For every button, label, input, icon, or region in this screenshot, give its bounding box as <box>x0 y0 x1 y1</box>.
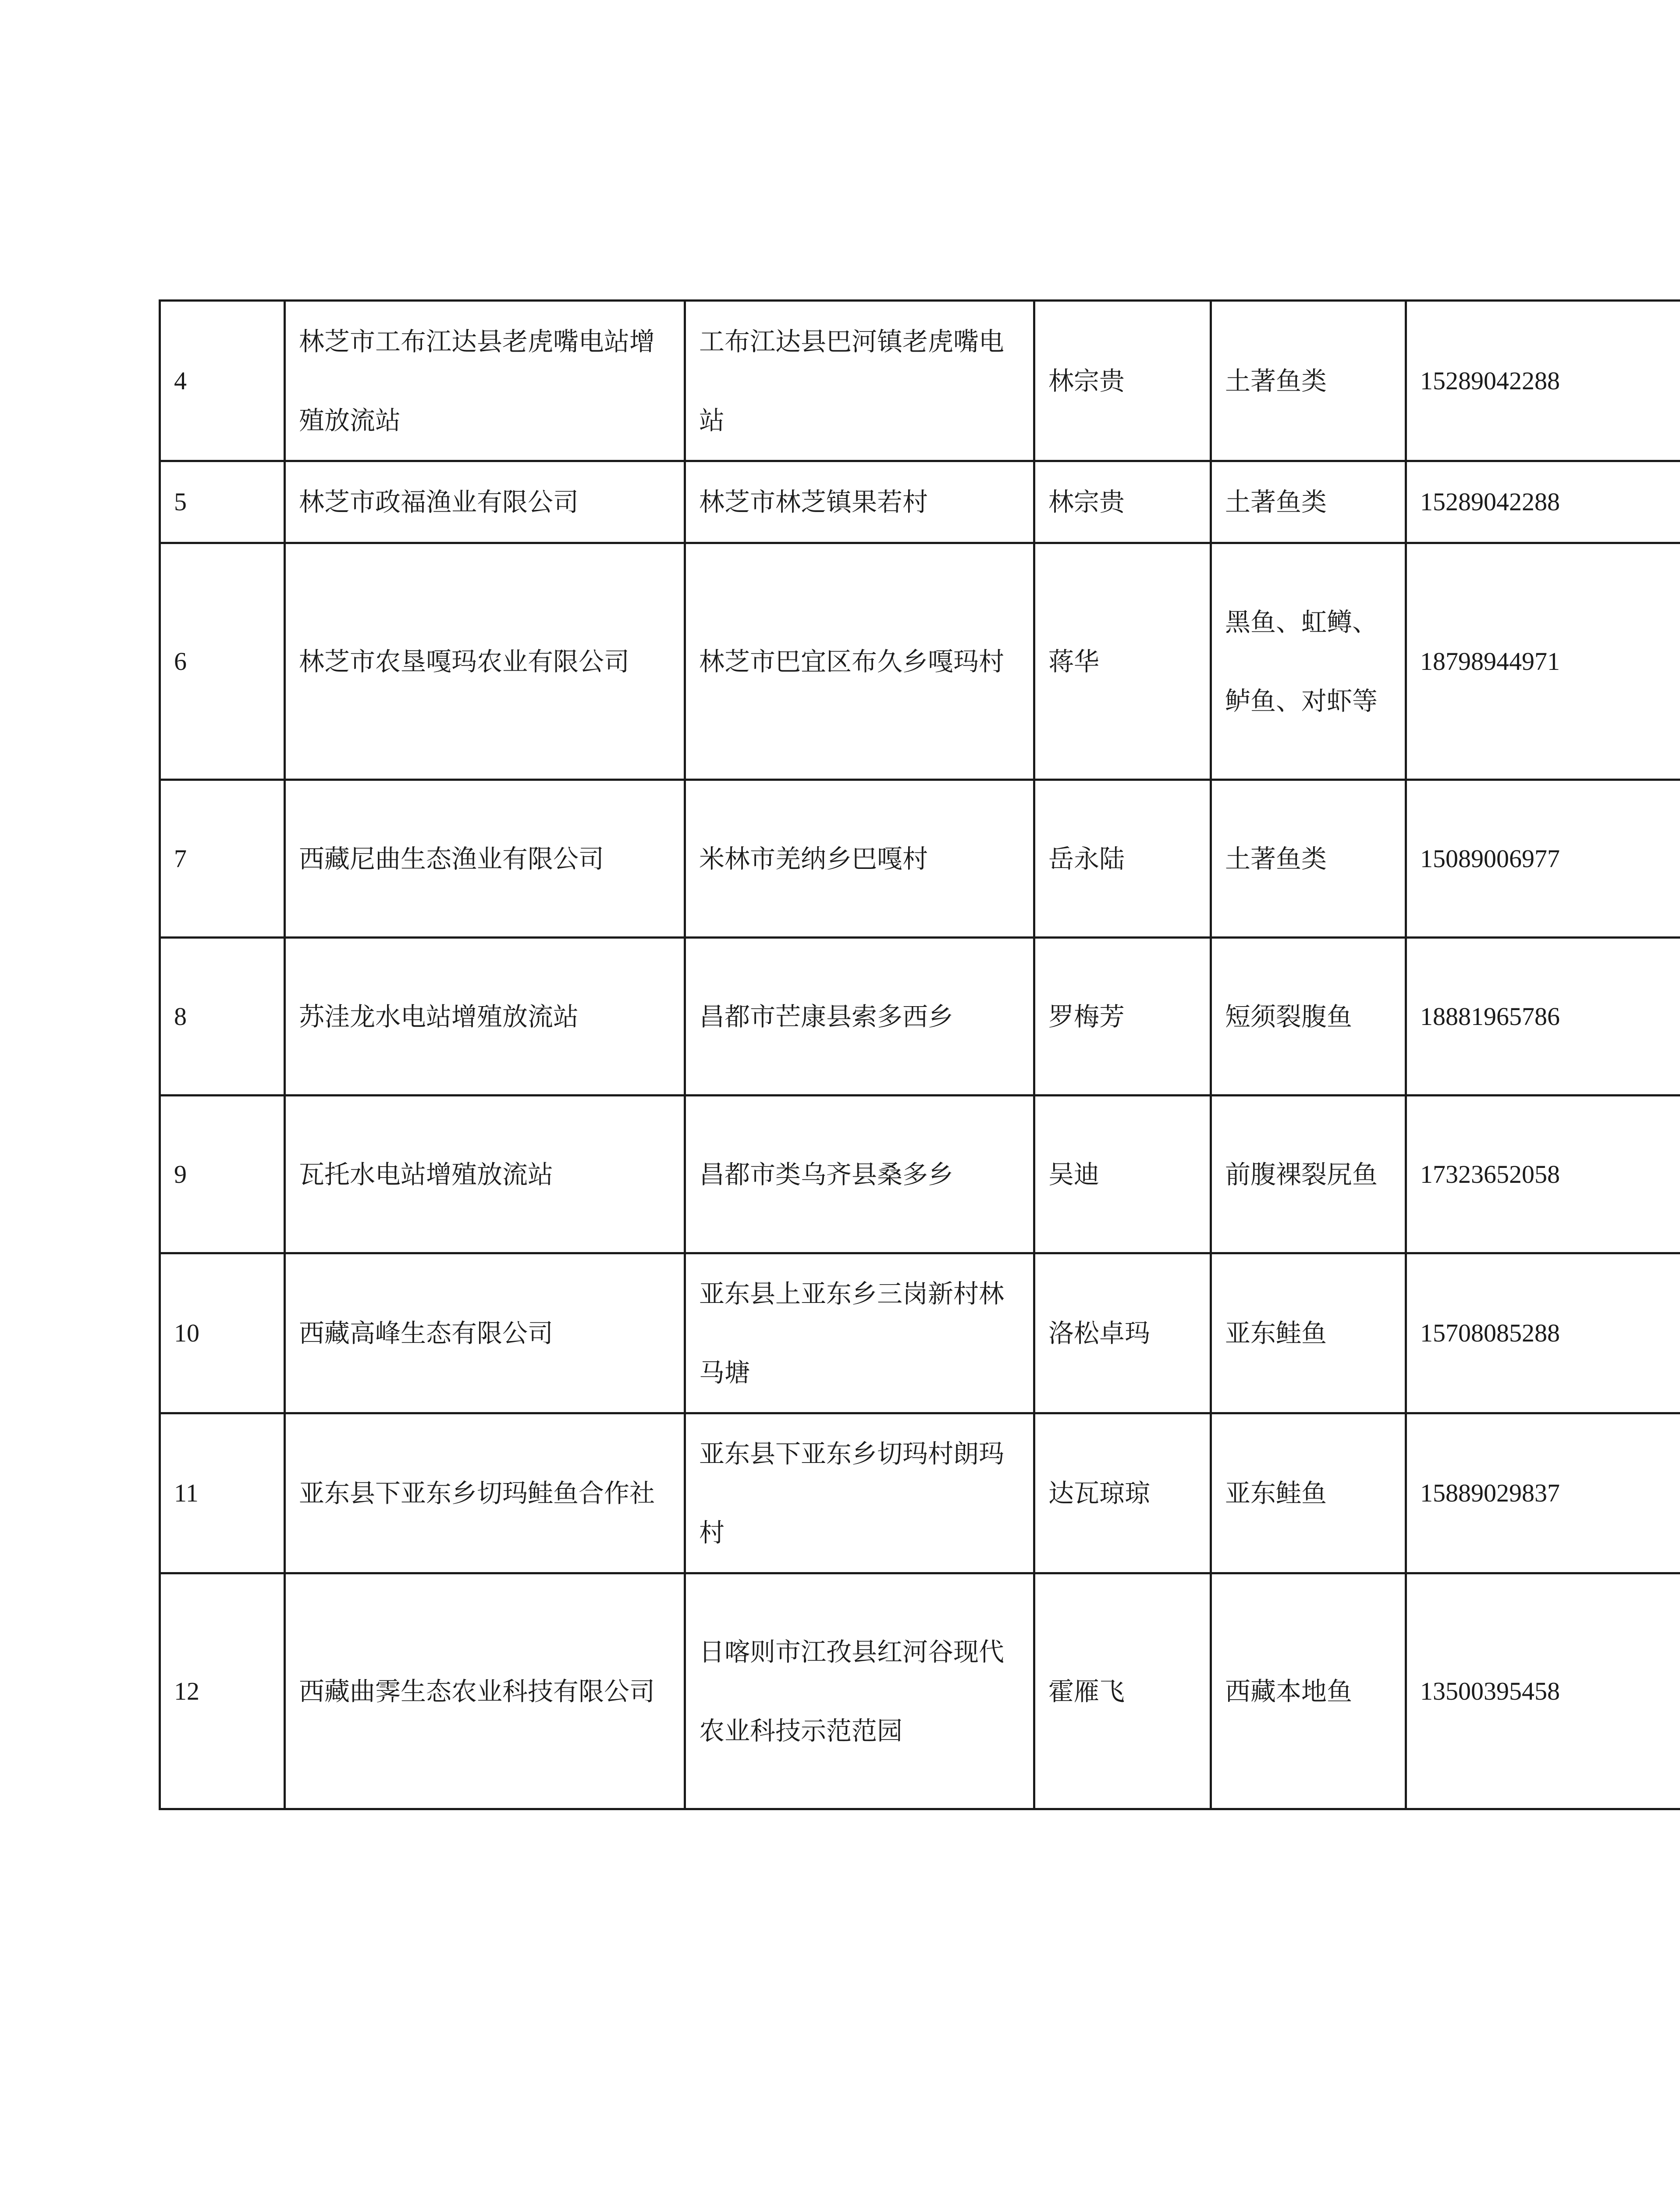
row-name: 苏洼龙水电站增殖放流站 <box>285 938 685 1096</box>
row-phone: 17323652058 <box>1406 1096 1680 1253</box>
row-contact: 蒋华 <box>1034 543 1211 780</box>
table-row <box>160 461 1680 543</box>
row-index: 6 <box>160 543 285 780</box>
row-address: 亚东县下亚东乡切玛村朗玛村 <box>685 1413 1034 1573</box>
row-contact: 林宗贵 <box>1034 461 1211 543</box>
row-address: 米林市羌纳乡巴嘎村 <box>685 780 1034 938</box>
row-address: 日喀则市江孜县红河谷现代农业科技示范范园 <box>685 1573 1034 1809</box>
row-species: 西藏本地鱼 <box>1211 1573 1406 1809</box>
row-species: 黑鱼、虹鳟、鲈鱼、对虾等 <box>1211 543 1406 780</box>
row-index: 12 <box>160 1573 285 1809</box>
row-contact: 达瓦琼琼 <box>1034 1413 1211 1573</box>
row-index: 10 <box>160 1253 285 1413</box>
row-phone: 13500395458 <box>1406 1573 1680 1809</box>
row-index: 7 <box>160 780 285 938</box>
row-species: 土著鱼类 <box>1211 301 1406 461</box>
row-address: 亚东县上亚东乡三岗新村林马塘 <box>685 1253 1034 1413</box>
row-address: 工布江达县巴河镇老虎嘴电站 <box>685 301 1034 461</box>
row-name: 西藏尼曲生态渔业有限公司 <box>285 780 685 938</box>
row-name: 林芝市工布江达县老虎嘴电站增殖放流站 <box>285 301 685 461</box>
row-index: 4 <box>160 301 285 461</box>
row-contact: 林宗贵 <box>1034 301 1211 461</box>
row-species: 短须裂腹鱼 <box>1211 938 1406 1096</box>
row-phone: 18798944971 <box>1406 543 1680 780</box>
row-name: 西藏高峰生态有限公司 <box>285 1253 685 1413</box>
row-species: 亚东鲑鱼 <box>1211 1253 1406 1413</box>
row-contact: 霍雁飞 <box>1034 1573 1211 1809</box>
table-row <box>160 301 1680 461</box>
row-name: 林芝市农垦嘎玛农业有限公司 <box>285 543 685 780</box>
row-address: 昌都市类乌齐县桑多乡 <box>685 1096 1034 1253</box>
table-row <box>160 938 1680 1096</box>
row-contact: 罗梅芳 <box>1034 938 1211 1096</box>
row-address: 林芝市巴宜区布久乡嘎玛村 <box>685 543 1034 780</box>
row-address: 林芝市林芝镇果若村 <box>685 461 1034 543</box>
row-contact: 洛松卓玛 <box>1034 1253 1211 1413</box>
row-address: 昌都市芒康县索多西乡 <box>685 938 1034 1096</box>
row-index: 8 <box>160 938 285 1096</box>
row-species: 土著鱼类 <box>1211 780 1406 938</box>
row-species: 前腹裸裂尻鱼 <box>1211 1096 1406 1253</box>
table-row <box>160 543 1680 780</box>
row-contact: 岳永陆 <box>1034 780 1211 938</box>
row-species: 土著鱼类 <box>1211 461 1406 543</box>
row-phone: 15289042288 <box>1406 301 1680 461</box>
row-index: 11 <box>160 1413 285 1573</box>
row-index: 9 <box>160 1096 285 1253</box>
row-phone: 15708085288 <box>1406 1253 1680 1413</box>
row-name: 瓦托水电站增殖放流站 <box>285 1096 685 1253</box>
row-contact: 吴迪 <box>1034 1096 1211 1253</box>
row-name: 亚东县下亚东乡切玛鲑鱼合作社 <box>285 1413 685 1573</box>
row-species: 亚东鲑鱼 <box>1211 1413 1406 1573</box>
table-row <box>160 1096 1680 1253</box>
row-name: 西藏曲霁生态农业科技有限公司 <box>285 1573 685 1809</box>
enterprise-table <box>159 299 1680 1810</box>
row-name: 林芝市政福渔业有限公司 <box>285 461 685 543</box>
row-phone: 15889029837 <box>1406 1413 1680 1573</box>
row-index: 5 <box>160 461 285 543</box>
row-phone: 15289042288 <box>1406 461 1680 543</box>
table-row <box>160 1413 1680 1573</box>
table-row <box>160 1253 1680 1413</box>
row-phone: 18881965786 <box>1406 938 1680 1096</box>
table-row <box>160 1573 1680 1809</box>
row-phone: 15089006977 <box>1406 780 1680 938</box>
table-row <box>160 780 1680 938</box>
